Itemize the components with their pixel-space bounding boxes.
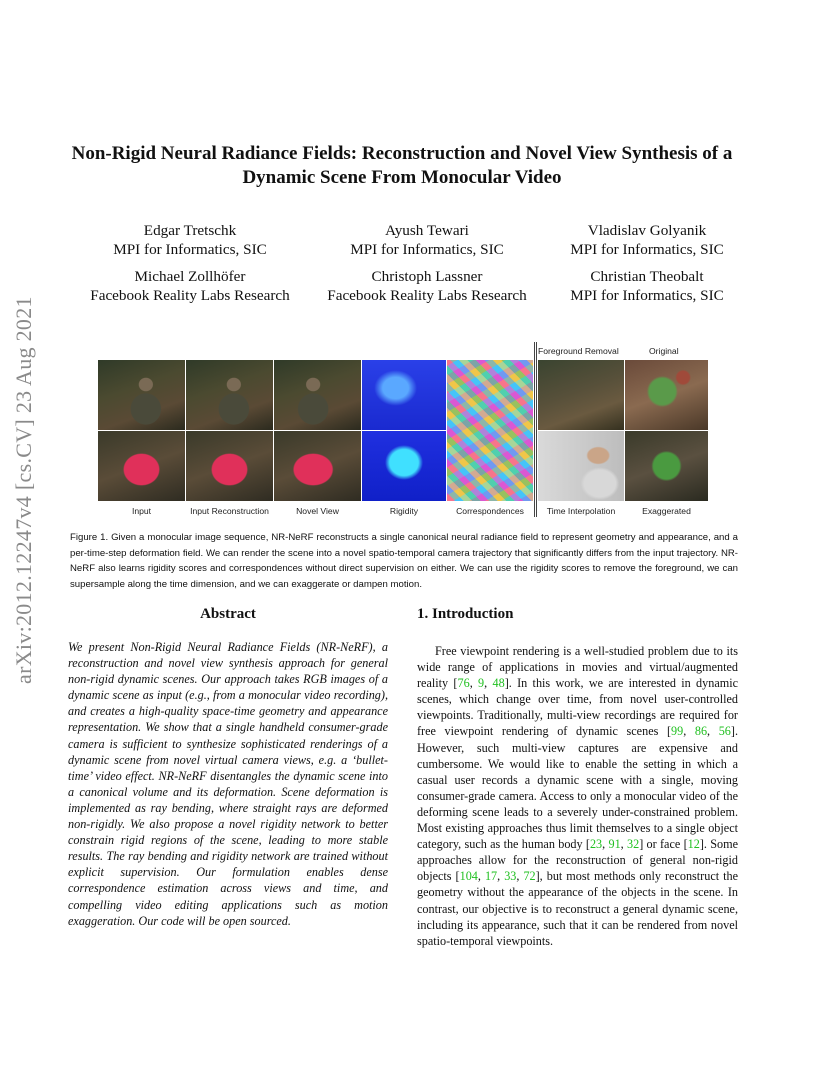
paper-title: Non-Rigid Neural Radiance Fields: Reconstruction and Novel View Synthesis of a Dynamic Scene From Monocular Video: [71, 143, 733, 188]
figure-label-input-reconstruction: Input Reconstruction: [190, 506, 269, 516]
author-affiliation: MPI for Informatics, SIC: [113, 241, 267, 258]
citation-link[interactable]: 86: [694, 724, 708, 739]
citation-link[interactable]: 23: [589, 837, 603, 852]
foreground-removal-image: [538, 360, 624, 430]
novel-view-image-top: [274, 360, 361, 430]
abstract-text: We present Non-Rigid Neural Radiance Fields (NR-NeRF), a reconstruction and novel view synthesis approach for general non-rigid dynamic scenes. Our approach takes RGB images of a dynamic scene as input (e.g., from a monocular video recording), and creates a high-quality space-time geometry and appearance representation. We show that a single handheld consumer-grade camera is sufficient to synthesize sophisticated renderings of a dynamic scene from novel virtual camera views, e.g. a ‘bullet-time’ video effect. NR-NeRF disentangles the dynamic scene into a canonical volume and its deformation. Scene deformation is implemented as ray bending, where straight rays are deformed non-rigidly. We also propose a novel rigidity network to better constrain rigid regions of the scene, leading to more stable results. The ray bending and rigidity network are trained without explicit supervision. Our formulation enables dense correspondence estimation across views and time, and compelling video editing applications such as motion exaggeration. Our code will be open sourced.: [68, 640, 388, 928]
citation-link[interactable]: 32: [627, 837, 640, 852]
author-block: [307, 221, 547, 259]
citation-link[interactable]: 91: [608, 837, 621, 852]
figure-divider: [536, 342, 537, 517]
citation-link[interactable]: 104: [459, 869, 478, 884]
citation-link[interactable]: 33: [504, 869, 517, 884]
citation-link[interactable]: 56: [718, 724, 731, 739]
author-block: [307, 267, 547, 305]
author-name: Vladislav Golyanik: [587, 222, 707, 239]
author-affiliation: MPI for Informatics, SIC: [570, 287, 724, 304]
author-affiliation: Facebook Reality Labs Research: [90, 287, 290, 304]
figure-label-original: Original: [649, 346, 679, 356]
figure-label-rigidity: Rigidity: [389, 506, 419, 516]
figure-caption: Figure 1. Given a monocular image sequence, NR-NeRF reconstructs a single canonical neural radiance field to represent geometry and appearance, and a per-time-step deformation field. We can render the scene into a novel spatio-temporal camera trajectory that significantly differs from the input trajectory. NR-NeRF also learns rigidity scores and correspondences without direct supervision on either. We can use the rigidity scores to remove the foreground, we can supersample along the time dimension, and we can exaggerate or dampen motion.: [70, 532, 738, 590]
citation-link[interactable]: 9: [478, 676, 485, 691]
introduction-text: Free viewpoint rendering is a well-studied problem due to its wide range of applications in movies and virtual/augmented reality [76, 9, 48]. In this work, we are interested in dynamic scenes, which change over time, from novel user-controlled viewpoints. Traditionally, multi-view recordings are required for free viewpoint rendering of dynamic scenes [99, 86, 56]. However, such multi-view captures are expensive and cumbersome. We would like to enable the setting in which a casual user records a dynamic scene with a single, moving consumer-grade camera. Access to only a monocular video of the deforming scene leads to a severely under-constrained problem. Most existing approaches thus limit themselves to a single object category, such as the human body [23, 91, 32] or face [12]. Some approaches allow for the reconstruction of general non-rigid objects [104, 17, 33, 72], but most methods only reconstruct the geometry without the appearance of the objects in the scene. In contrast, our objective is to reconstruct a general dynamic scene, including its appearance, such that it can be rendered from novel spatio-temporal viewpoints.: [417, 644, 739, 948]
reconstruction-image-bottom: [186, 431, 273, 501]
figure-label-exaggerated: Exaggerated: [642, 506, 691, 516]
reconstruction-image-top: [186, 360, 273, 430]
original-image: [625, 360, 708, 430]
citation-link[interactable]: 76: [457, 676, 470, 691]
input-image-top: [98, 360, 185, 430]
author-name: Michael Zollhöfer: [134, 268, 246, 285]
author-block: [70, 267, 310, 305]
figure-label-correspondences: Correspondences: [456, 506, 524, 516]
citation-link[interactable]: 12: [687, 837, 700, 852]
author-affiliation: MPI for Informatics, SIC: [570, 241, 724, 258]
exaggerated-image: [625, 431, 708, 501]
teaser-figure: [98, 342, 708, 520]
author-name: Christian Theobalt: [590, 268, 704, 285]
rigidity-image-top: [362, 360, 446, 430]
citation-link[interactable]: 72: [523, 869, 536, 884]
correspondences-image: [447, 360, 533, 501]
citation-link[interactable]: 99: [671, 724, 684, 739]
author-block: [527, 221, 767, 259]
citation-link[interactable]: 17: [484, 869, 498, 884]
input-image-bottom: [98, 431, 185, 501]
author-block: [527, 267, 767, 305]
rigidity-image-bottom: [362, 431, 446, 501]
author-affiliation: Facebook Reality Labs Research: [327, 287, 527, 304]
figure-label-input: Input: [131, 506, 152, 516]
figure-label-novel-view: Novel View: [296, 506, 339, 516]
author-name: Edgar Tretschk: [143, 222, 237, 239]
introduction-heading: 1. Introduction: [417, 606, 514, 622]
abstract-heading: Abstract: [200, 606, 256, 622]
figure-divider: [534, 342, 535, 517]
author-affiliation: MPI for Informatics, SIC: [350, 241, 504, 258]
author-block: [70, 221, 310, 259]
author-name: Christoph Lassner: [371, 268, 483, 285]
figure-label-foreground-removal: Foreground Removal: [538, 346, 619, 356]
citation-link[interactable]: 48: [492, 676, 505, 691]
author-name: Ayush Tewari: [385, 222, 469, 239]
arxiv-stamp: arXiv:2012.12247v4 [cs.CV] 23 Aug 2021: [11, 296, 36, 684]
figure-label-time-interpolation: Time Interpolation: [546, 506, 616, 516]
novel-view-image-bottom: [274, 431, 361, 501]
time-interpolation-image: [538, 431, 624, 501]
